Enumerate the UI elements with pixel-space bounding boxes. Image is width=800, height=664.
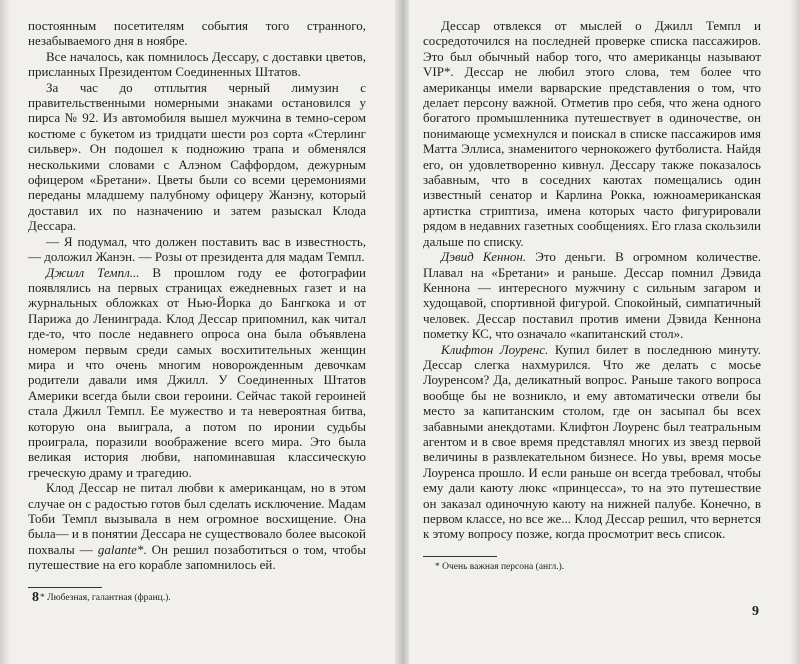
- italic-name: Клифтон Лоуренс.: [441, 341, 549, 357]
- paragraph: Дэвид Кеннон. Это деньги. В огромном количестве. Плавал на «Бретани» и раньше. Дессар помнил Дэвида Кеннона — интересного мужчину с сильным загаром и худощавой, спортивной фигурой. Спокойный, симпатичный человек. Дессар поставил против имени Дэвида Кеннона пометку КС, что означало «капитанский стол».: [423, 249, 761, 342]
- paragraph: — Я подумал, что должен поставить вас в известность, — доложил Жанэн. — Розы от президента для мадам Темпл.: [28, 233, 366, 265]
- page-edge-right: [790, 0, 800, 664]
- left-page: [28, 18, 366, 604]
- book-gutter: [395, 0, 409, 664]
- paragraph: Клифтон Лоуренс. Купил билет в последнюю минуту. Дессар слегка нахмурился. Что же делать с мосье Лоуренсом? Да, деликатный вопрос. Раньше такого вопроса вообще бы не возникло, и ему автоматически отвели бы место за капитанским столом, где он засыпал бы всех забавными анекдотами. Клифтон Лоуренс был театральным агентом и в свое время представлял многих из звезд первой величины в развлекательном бизнесе. Но увы, время мосье Лоуренса прошло. И если раньше он всегда требовал, чтобы ему дали каюту люкс «принцесса», то на это путешествие он заказал одиночную каюту на нижней палубе. Конечно, в первом классе, но все же... Клод Дессар решил, что вернется к этому вопросу позже, когда просмотрит весь список.: [423, 341, 761, 542]
- paragraph: Клод Дессар не питал любви к американцам, но в этом случае он с радостью готов был сделать исключение. Мадам Тоби Темпл вызывала в нем огромное восхищение. Она была— и в понятии Дессара не существовало более высокой похвалы — galante*. Он решил позаботиться о том, чтобы путешествие на его корабле запомнилось ей.: [28, 480, 366, 573]
- page-number-right: 9: [752, 604, 759, 619]
- paragraph: Джилл Темпл... В прошлом году ее фотографии появлялись на первых страницах ежедневных газет и на журнальных обложках от Нью-Йорка до Бангкока и от Парижа до Ленинграда. Клод Дессар припомнил, как читал где-то, что после недавнего опроса она была объявлена номером первым среди самых восхитительных женщин мира и что очень многим новорожденным девочкам родители давали имя Джилл. У Соединенных Штатов Америки всегда были свои героини. Сейчас такой героиней стала Джилл Темпл. Ее мужество и та невероятная битва, которую она выиграла, а потом по иронии судьбы проиграла, поразили воображение всего мира. Это была великая история любви, напоминавшая классическую греческую драму и трагедию.: [28, 264, 367, 480]
- paragraph: постоянным посетителям события того странного, незабываемого дня в ноябре.: [28, 18, 366, 49]
- footnote-rule: [28, 587, 102, 588]
- page-edge-left: [0, 0, 10, 664]
- italic-word: galante*: [97, 541, 144, 557]
- right-page: [423, 18, 761, 573]
- footnote: * Любезная, галантная (франц.).: [40, 592, 171, 603]
- paragraph: Все началось, как помнилось Дессару, с доставки цветов, присланных Президентом Соединенных Штатов.: [28, 48, 366, 80]
- page-number-left: 8: [32, 590, 39, 605]
- paragraph: Дессар отвлекся от мыслей о Джилл Темпл и сосредоточился на последней проверке списка пассажиров. Это был обычный набор того, что американцы называют VIP*. Дессар не любил этого слова, тем более что американцы имели варварские представления о том, что делает персону важной. Отметив про себя, что жена одного богатого промышленника путешествует в одиночестве, он понимающе усмехнулся и поискал в списке пассажиров имя Матта Эллиса, знаменитого чернокожего футболиста. Найдя его, он удовлетворенно кивнул. Дессару также показалось забавным, что в соседних каютах помещались один известный сенатор и Карлина Рокка, южноамериканская артистка стриптиза, имена которых часто фигурировали рядом в недавних газетных сообщениях. Его глаза скользили дальше по списку.: [423, 18, 761, 249]
- italic-name: Дэвид Кеннон.: [441, 249, 527, 265]
- paragraph: За час до отплытия черный лимузин с правительственными номерными знаками остановился у пирса № 92. Из автомобиля вышел мужчина в темно-сером костюме с букетом из тридцати шести роз сорта «Стерлинг сильвер». Он подошел к подножию трапа и обменялся несколькими словами с Алэном Саффордом, дежурным офицером «Бретани». Цветы были со всеми церемониями переданы младшему палубному офицеру Жанэну, который доставил их по назначению и затем разыскал Клода Дессара.: [28, 79, 366, 234]
- footnote-rule: [423, 556, 497, 557]
- footnote: * Очень важная персона (англ.).: [435, 561, 565, 572]
- italic-name: Джилл Темпл...: [46, 264, 140, 280]
